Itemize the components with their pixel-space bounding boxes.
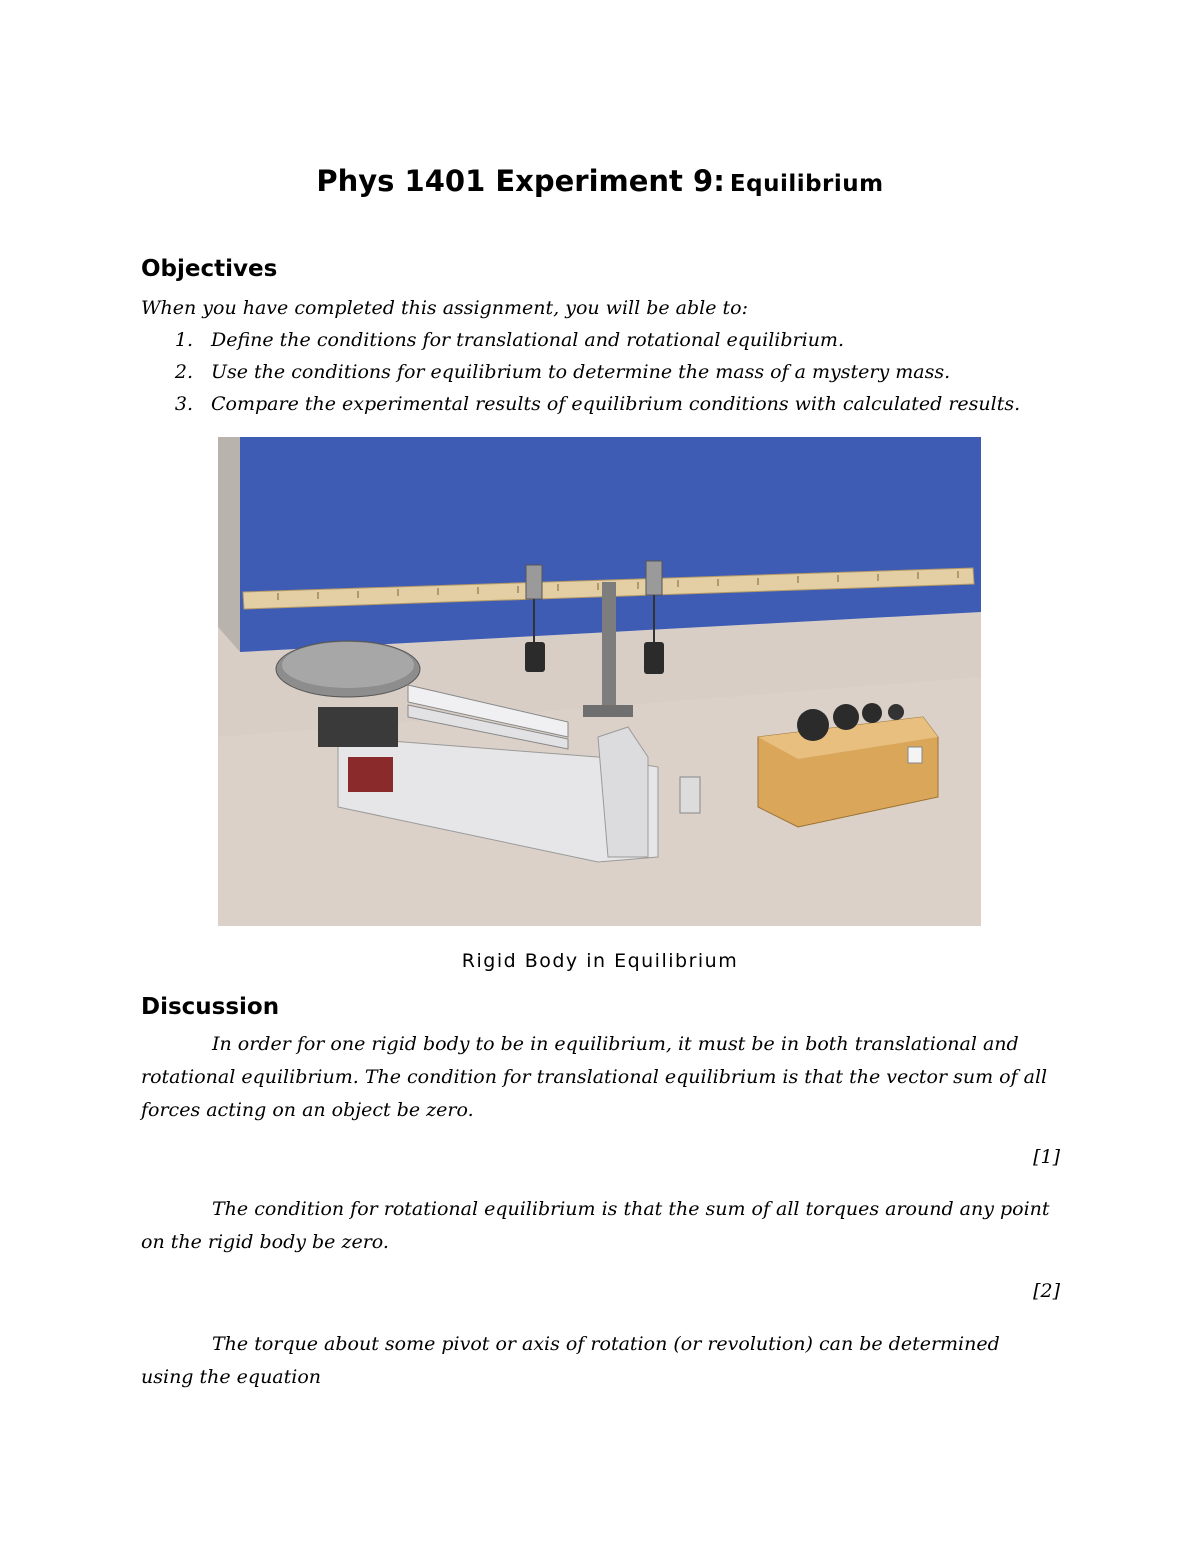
figure-caption: Rigid Body in Equilibrium <box>461 950 739 972</box>
objectives-intro: When you have completed this assignment, you will be able to: <box>141 297 748 319</box>
right-clamp <box>646 561 662 595</box>
list-item-number: 1. <box>174 329 193 351</box>
discussion-p2-line2: on the rigid body be zero. <box>141 1231 389 1253</box>
discussion-p3-line1: The torque about some pivot or axis of rotation (or revolution) can be determined <box>212 1333 1000 1355</box>
discussion-p3-line2: using the equation <box>141 1366 322 1388</box>
list-item-text: Use the conditions for equilibrium to determine the mass of a mystery mass. <box>211 361 951 383</box>
pivot-stand <box>602 582 616 707</box>
list-item-text: Compare the experimental results of equilibrium conditions with calculated results. <box>211 393 1021 415</box>
objectives-heading: Objectives <box>141 256 278 282</box>
title-main: Phys 1401 Experiment 9: <box>316 164 725 198</box>
right-hanging-mass <box>644 642 664 674</box>
mass-large <box>797 709 829 741</box>
list-item <box>141 356 1020 388</box>
equation-1-ref: [1] <box>1033 1146 1060 1168</box>
discussion-p1-line2: rotational equilibrium. The condition for translational equilibrium is that the vector sum of all <box>141 1066 1048 1088</box>
page-title <box>0 164 1200 198</box>
equilibrium-apparatus-photo <box>218 437 981 926</box>
small-slotted-mass <box>680 777 700 813</box>
list-item-number: 2. <box>174 361 193 383</box>
left-clamp <box>526 565 542 599</box>
list-item <box>141 388 1020 420</box>
left-hanging-mass <box>525 642 545 672</box>
balance-label <box>348 757 393 792</box>
equation-2-ref: [2] <box>1033 1280 1060 1302</box>
list-item <box>141 324 1020 356</box>
discussion-p2-line1: The condition for rotational equilibrium is that the sum of all torques around any point <box>212 1198 1050 1220</box>
discussion-p1-line1: In order for one rigid body to be in equilibrium, it must be in both translational and <box>212 1033 1019 1055</box>
discussion-p1-line3: forces acting on an object be zero. <box>141 1099 474 1121</box>
title-sub: Equilibrium <box>729 171 884 197</box>
objectives-list <box>141 324 1020 420</box>
list-item-text: Define the conditions for translational and rotational equilibrium. <box>211 329 844 351</box>
discussion-heading: Discussion <box>141 994 280 1020</box>
list-item-number: 3. <box>174 393 193 415</box>
